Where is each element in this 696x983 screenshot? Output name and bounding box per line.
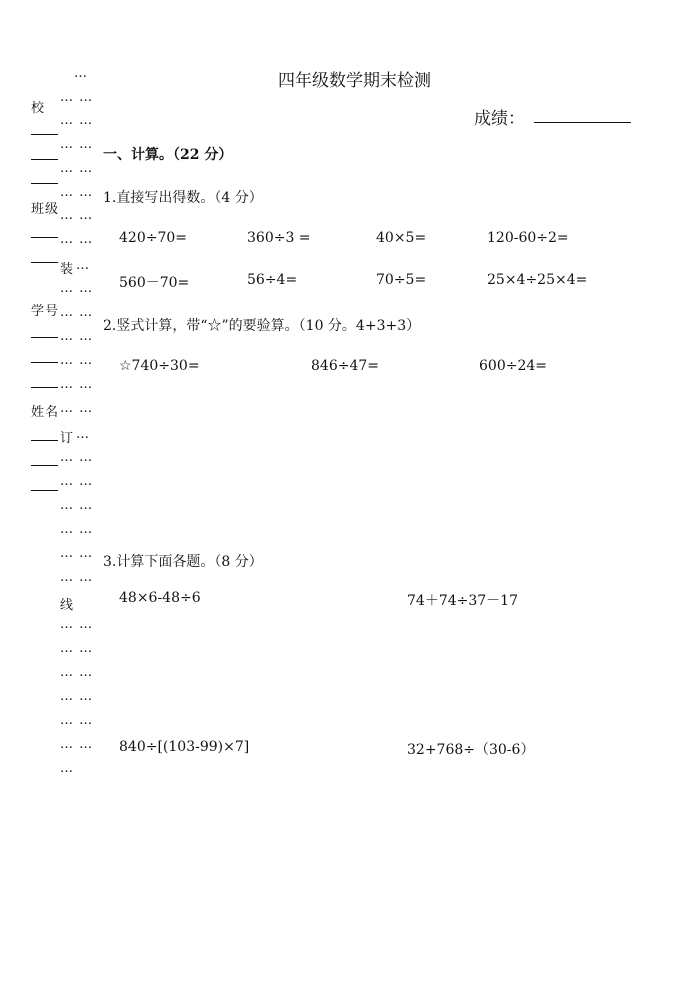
calc-problem: 74＋74÷37－17 [407, 593, 518, 609]
mental-math-item: 56÷4= [247, 272, 298, 288]
zhuang-label: 装 [60, 262, 75, 277]
binding-dots: … … [60, 546, 94, 561]
binding-dots: … … [60, 665, 94, 680]
mental-math-item: 70÷5= [376, 272, 427, 288]
score-label: 成绩： [474, 109, 525, 129]
binding-dots: … … [60, 713, 94, 728]
mental-math-item: 360÷3 = [247, 230, 311, 246]
binding-dots: … … [60, 281, 94, 296]
name-label: 姓名 [31, 405, 60, 420]
binding-dots: … [76, 427, 90, 442]
vertical-calc-item: ☆740÷30= [119, 358, 200, 374]
binding-dots: … [76, 258, 90, 273]
mental-math-item: 420÷70= [119, 230, 187, 246]
binding-dots: … … [60, 90, 94, 105]
binding-dots: … [60, 761, 74, 776]
student-no-blank-line [31, 362, 58, 363]
student-no-blank-line [31, 337, 58, 338]
student-no-label: 学号 [31, 304, 60, 319]
calc-problem: 48×6-48÷6 [119, 590, 201, 606]
binding-dots: … … [60, 377, 94, 392]
mental-math-item: 560－70= [119, 275, 190, 291]
binding-dots: … … [60, 305, 94, 320]
binding-dots: … … [60, 137, 94, 152]
binding-dots: … … [60, 208, 94, 223]
binding-dots: … … [60, 474, 94, 489]
binding-dots: … … [60, 232, 94, 247]
binding-dots: … [74, 66, 88, 81]
name-blank-line [31, 465, 58, 466]
binding-dots: … … [60, 329, 94, 344]
part2-heading: 2.竖式计算，带“☆”的要验算。（10 分。4+3+3） [103, 318, 421, 334]
calc-problem: 32+768÷（30-6） [407, 742, 535, 758]
xian-label: 线 [60, 598, 75, 613]
school-label: 校 [31, 101, 46, 116]
binding-dots: … … [60, 113, 94, 128]
binding-dots: … … [60, 522, 94, 537]
class-label: 班级 [31, 202, 60, 217]
mental-math-item: 40×5= [376, 230, 427, 246]
binding-dots: … … [60, 737, 94, 752]
student-no-blank-line [31, 387, 58, 388]
class-blank-line [31, 237, 58, 238]
vertical-calc-item: 600÷24= [479, 358, 547, 374]
binding-dots: … … [60, 185, 94, 200]
school-blank-line [31, 159, 58, 160]
binding-dots: … … [60, 161, 94, 176]
calc-problem: 840÷[(103-99)×7] [119, 739, 250, 755]
binding-dots: … … [60, 617, 94, 632]
score-blank-line [534, 122, 631, 123]
class-blank-line [31, 262, 58, 263]
binding-dots: … … [60, 498, 94, 513]
part3-heading: 3.计算下面各题。（8 分） [103, 554, 263, 570]
school-blank-line [31, 183, 58, 184]
binding-dots: … … [60, 689, 94, 704]
mental-math-item: 25×4÷25×4= [487, 272, 588, 288]
page-title: 四年级数学期末检测 [278, 71, 431, 91]
mental-math-item: 120-60÷2= [487, 230, 569, 246]
name-blank-line [31, 490, 58, 491]
binding-dots: … … [60, 353, 94, 368]
vertical-calc-item: 846÷47= [311, 358, 379, 374]
school-blank-line [31, 134, 58, 135]
binding-dots: … … [60, 641, 94, 656]
binding-dots: … … [60, 401, 94, 416]
part1-heading: 1.直接写出得数。（4 分） [103, 190, 263, 206]
name-blank-line [31, 440, 58, 441]
ding-label: 订 [60, 431, 75, 446]
section-heading: 一、计算。（22 分） [103, 147, 233, 163]
binding-dots: … … [60, 570, 94, 585]
binding-dots: … … [60, 450, 94, 465]
